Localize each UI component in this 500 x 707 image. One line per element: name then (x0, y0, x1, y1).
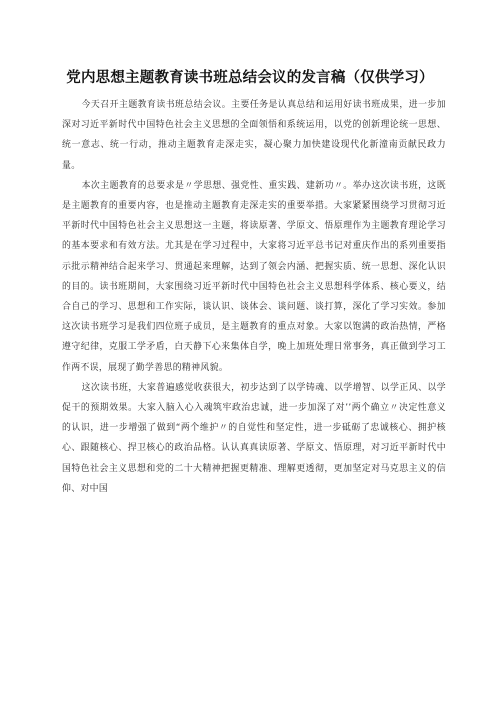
document-body (62, 95, 446, 499)
paragraph-2: 本次主题教育的总要求是〃学思想、强党性、重实践、建新功〃。举办这次读书班，这既是主题教育的重要内容，也是推动主题教育走深走实的重要举措。大家紧紧围绕学习贯彻习近平新时代中国特色社会主义思想这一主题，将读原著、学原文、悟原理作为主题教育理论学习的基本要求和有效方法。尤其是在学习过程中，大家将习近平总书记对重庆作出的系列重要指示批示精神结合起来学习、贯通起来理解，达到了领会内涵、把握实质、统一思想、深化认识的目的。读书班期间，大家围绕习近平新时代中国特色社会主义思想科学体系、核心要义，结合自己的学习、思想和工作实际，谈认识、谈体会、谈问题、谈打算，深化了学习实效。参加这次读书班学习是我们四位班子成员，是主题教育的重点对象。大家以饱满的政治热情，严格遵守纪律，克服工学矛盾，白天静下心来集体自学，晚上加班处理日常事务，真正做到学习工作两不误，展现了勤学善思的精神风貌。 (62, 180, 446, 373)
paragraph-1: 今天召开主题教育读书班总结会议。主要任务是认真总结和运用好读书班成果，进一步加深对习近平新时代中国特色社会主义思想的全面领悟和系统运用，以党的创新理论统一思想、统一意志、统一行动，推动主题教育走深走实，凝心聚力加快建设现代化新潼南贡献民政力量。 (62, 100, 446, 171)
document-title: 党内思想主题教育读书班总结会议的发言稿（仅供学习） (66, 70, 434, 86)
paragraph-3: 这次读书班，大家普遍感觉收获很大，初步达到了以学铸魂、以学增智、以学正风、以学促干的预期效果。大家入脑入心入魂筑牢政治忠诚，进一步加深了对’’两个确立〃决定性意义的认识，进一步增强了做到“两个维护〃的自觉性和坚定性，进一步砥砺了忠诚核心、拥护核心、跟随核心、捍卫核心的政治品格。认认真真读原著、学原文、悟原理，对习近平新时代中国特色社会主义思想和党的二十大精神把握更精准、理解更透彻，更加坚定对马克思主义的信仰、对中国 (62, 382, 446, 494)
